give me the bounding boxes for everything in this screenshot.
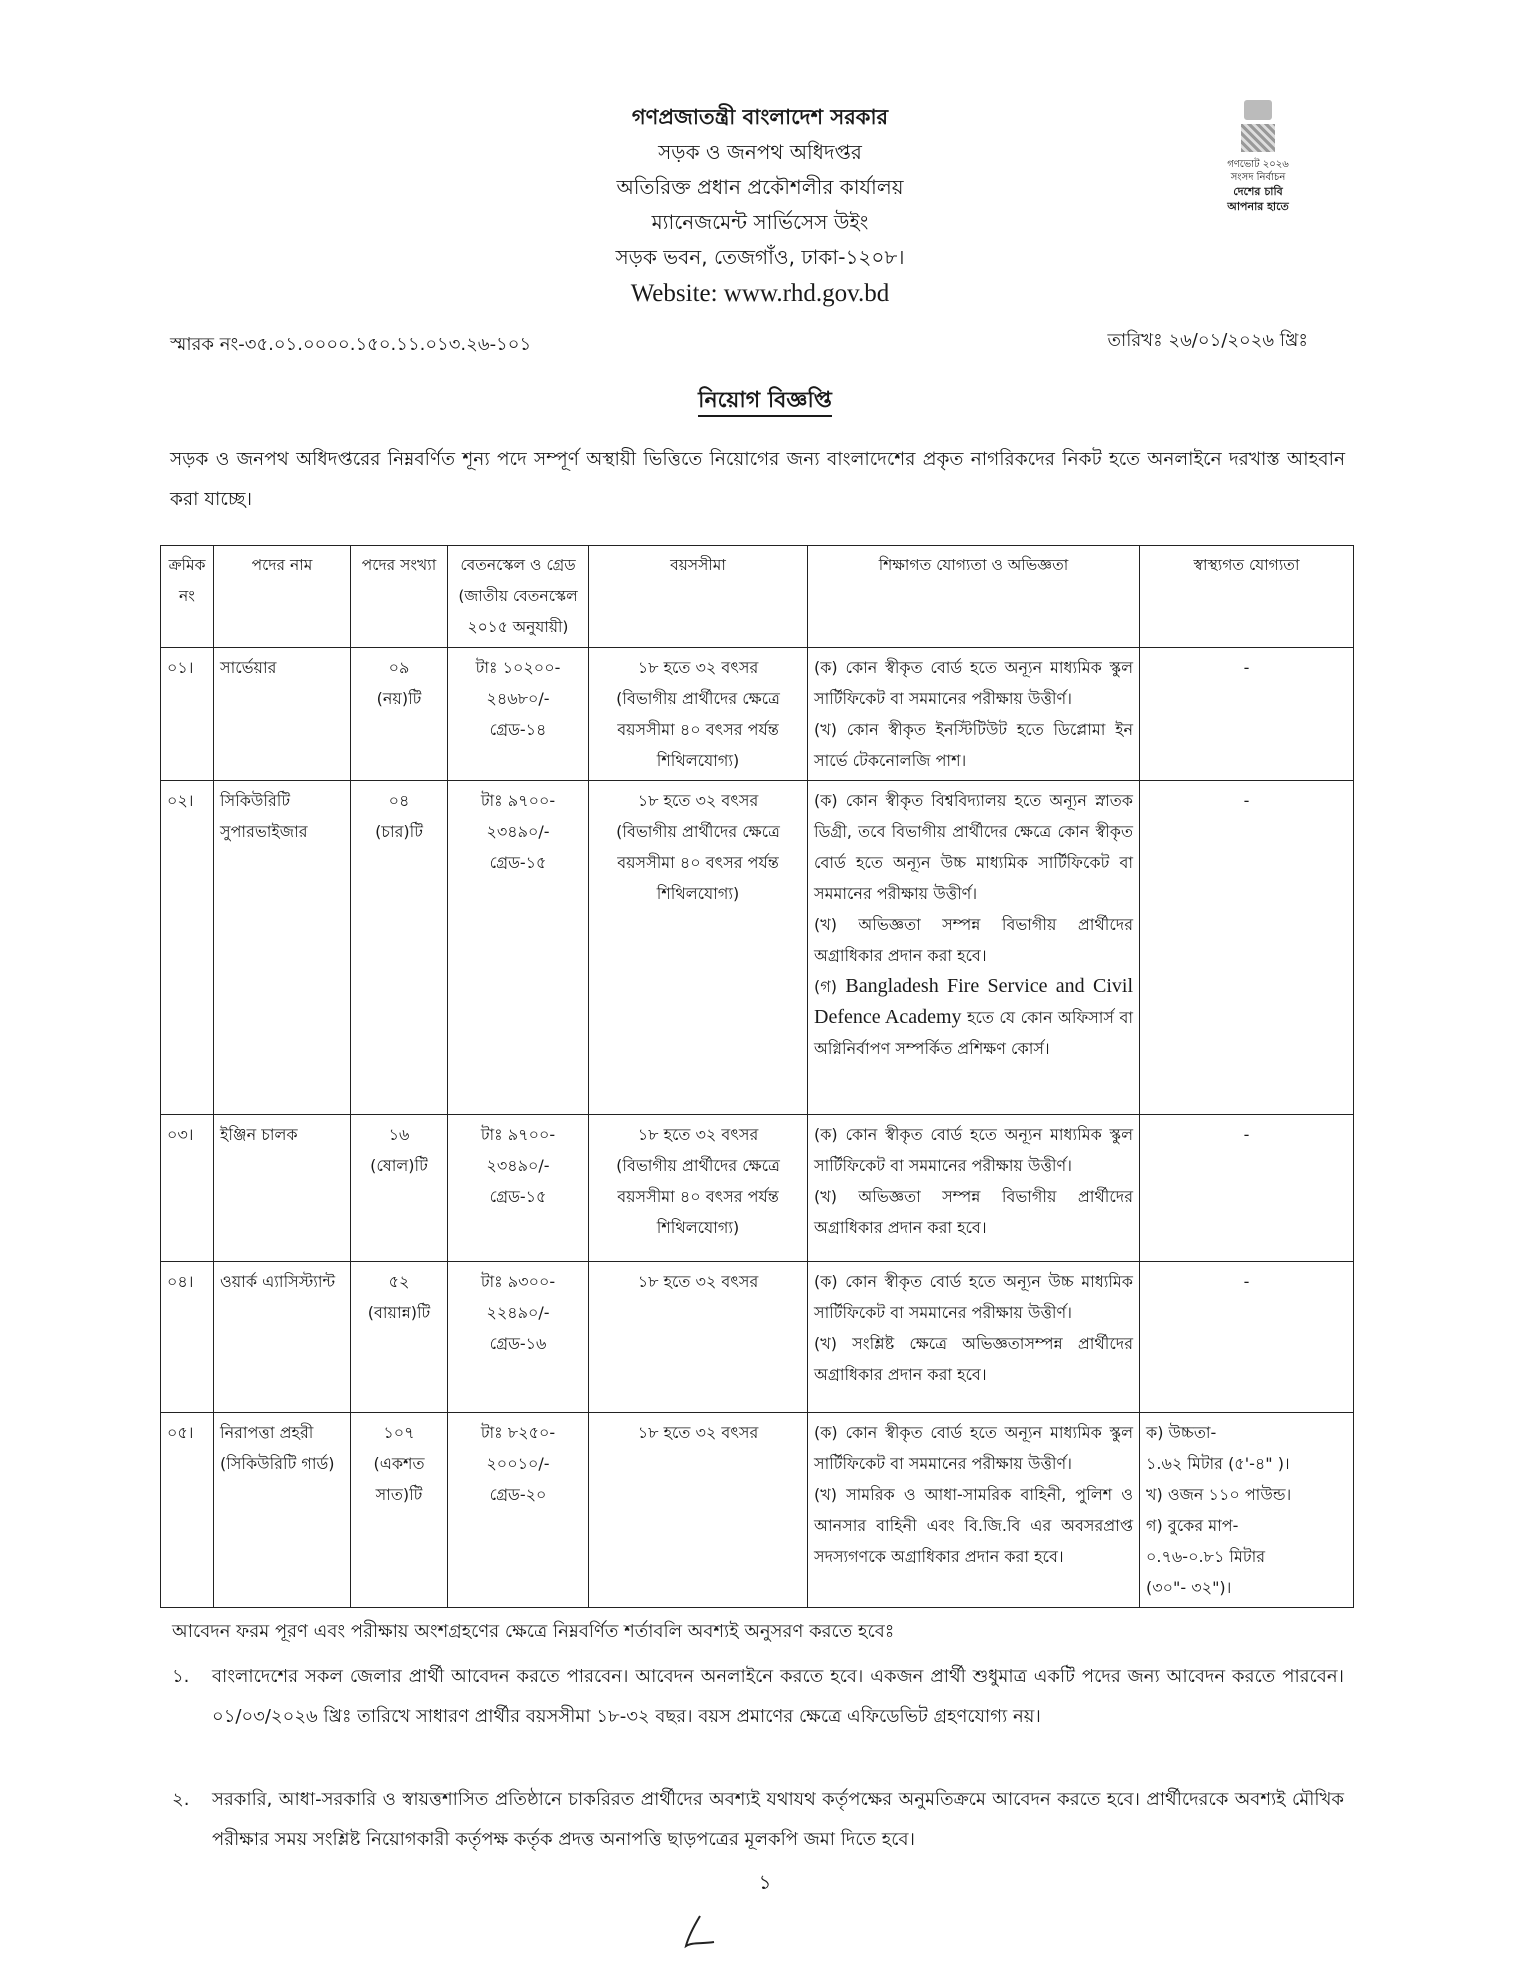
cell-health: - [1140, 1115, 1354, 1262]
qr-icon [1241, 124, 1275, 152]
office-address: সড়ক ভবন, তেজগাঁও, ঢাকা-১২০৮। [615, 245, 905, 269]
cell-count: ১৬ (ষোল)টি [351, 1115, 448, 1262]
requirement: (খ) সামরিক ও আধা-সামরিক বাহিনী, পুলিশ ও আনসার বাহিনী এবং বি.জি.বি এর অবসরপ্রাপ্ত সদস্যগণকে অগ্রাধিকার প্রদান করা হবে। [814, 1485, 1133, 1566]
vacancy-table [160, 545, 1354, 1608]
condition-number: ২. [172, 1789, 190, 1810]
cell-scale: টাঃ ৯৭০০- ২৩৪৯০/- গ্রেড-১৫ [448, 781, 589, 1115]
table-row [161, 1262, 1354, 1413]
requirement-prefix: (গ) [814, 977, 837, 996]
condition-item [172, 1780, 1344, 1860]
col-serial: ক্রমিক নং [161, 546, 214, 648]
letterhead [470, 100, 1050, 313]
cell-education [808, 1413, 1140, 1608]
cell-count: ০৪ (চার)টি [351, 781, 448, 1115]
cell-serial: ০৪। [161, 1262, 214, 1413]
election-line-4: আপনার হাতে [1227, 200, 1289, 213]
cell-scale: টাঃ ৮২৫০- ২০০১০/- গ্রেড-২০ [448, 1413, 589, 1608]
col-count: পদের সংখ্যা [351, 546, 448, 648]
cell-education [808, 781, 1140, 1115]
requirement: (খ) অভিজ্ঞতা সম্পন্ন বিভাগীয় প্রার্থীদের অগ্রাধিকার প্রদান করা হবে। [814, 1187, 1133, 1237]
election-logo [1188, 100, 1328, 214]
cell-serial: ০৫। [161, 1413, 214, 1608]
election-line-3: দেশের চাবি [1233, 185, 1283, 198]
requirement-suffix: হতে যে কোন অফিসার্স বা অগ্নিনির্বাপণ সম্পর্কিত প্রশিক্ষণ কোর্স। [814, 1008, 1133, 1058]
cell-count: ০৯ (নয়)টি [351, 648, 448, 781]
col-age: বয়সসীমা [589, 546, 808, 648]
election-line-2: সংসদ নির্বাচন [1230, 172, 1286, 183]
office-name: অতিরিক্ত প্রধান প্রকৌশলীর কার্যালয় [616, 175, 904, 199]
cell-scale: টাঃ ৯৭০০- ২৩৪৯০/- গ্রেড-১৫ [448, 1115, 589, 1262]
notice-title: নিয়োগ বিজ্ঞপ্তি [0, 383, 1530, 420]
cell-scale: টাঃ ৯৩০০- ২২৪৯০/- গ্রেড-১৬ [448, 1262, 589, 1413]
fire-academy-name: Bangladesh Fire Service and Civil Defence Academy [814, 975, 1134, 1028]
cell-health: - [1140, 781, 1354, 1115]
cell-education [808, 1115, 1140, 1262]
table-row [161, 781, 1354, 1115]
requirement: (ক) কোন স্বীকৃত বোর্ড হতে অন্যূন মাধ্যমিক স্কুল সার্টিফিকেট বা সমমানের পরীক্ষায় উত্তীর্ণ। [814, 658, 1133, 708]
wing-name: ম্যানেজমেন্ট সার্ভিসেস উইং [651, 210, 869, 234]
requirement: (ক) কোন স্বীকৃত বিশ্ববিদ্যালয় হতে অন্যূন স্নাতক ডিগ্রী, তবে বিভাগীয় প্রার্থীদের ক্ষেত্রে কোন স্বীকৃত বোর্ড হতে অন্যূন উচ্চ মাধ্যমিক সার্টিফিকেট বা সমমানের পরীক্ষায় উত্তীর্ণ। [814, 791, 1133, 903]
election-line-1: গণভোট ২০২৬ [1227, 159, 1289, 170]
cell-count: ১০৭ (একশত সাত)টি [351, 1413, 448, 1608]
cell-post: নিরাপত্তা প্রহরী (সিকিউরিটি গার্ড) [214, 1413, 351, 1608]
seal-icon [1244, 100, 1272, 120]
col-post: পদের নাম [214, 546, 351, 648]
cell-education [808, 648, 1140, 781]
cell-count: ৫২ (বায়ান্ন)টি [351, 1262, 448, 1413]
intro-paragraph: সড়ক ও জনপথ অধিদপ্তরের নিম্নবর্ণিত শূন্য পদে সম্পূর্ণ অস্থায়ী ভিত্তিতে নিয়োগের জন্য বাংলাদেশের প্রকৃত নাগরিকদের নিকট হতে অনলাইনে দরখাস্ত আহবান করা যাচ্ছে। [170, 449, 1345, 510]
cell-age: ১৮ হতে ৩২ বৎসর [589, 1413, 808, 1608]
condition-number: ১. [172, 1666, 190, 1687]
cell-age: ১৮ হতে ৩২ বৎসর (বিভাগীয় প্রার্থীদের ক্ষেত্রে বয়সসীমা ৪০ বৎসর পর্যন্ত শিথিলযোগ্য) [589, 648, 808, 781]
table-row [161, 648, 1354, 781]
requirement: (ক) কোন স্বীকৃত বোর্ড হতে অন্যূন মাধ্যমিক স্কুল সার্টিফিকেট বা সমমানের পরীক্ষায় উত্তীর্ণ। [814, 1423, 1133, 1473]
cell-post: ওয়ার্ক এ্যাসিস্ট্যান্ট [214, 1262, 351, 1413]
col-health: স্বাস্থ্যগত যোগ্যতা [1140, 546, 1354, 648]
govt-name: গণপ্রজাতন্ত্রী বাংলাদেশ সরকার [631, 105, 889, 129]
memo-number: স্মারক নং-৩৫.০১.০০০০.১৫০.১১.০১৩.২৬-১০১ [170, 334, 532, 355]
requirement [814, 971, 1133, 1064]
cell-age: ১৮ হতে ৩২ বৎসর (বিভাগীয় প্রার্থীদের ক্ষেত্রে বয়সসীমা ৪০ বৎসর পর্যন্ত শিথিলযোগ্য) [589, 1115, 808, 1262]
requirement: (ক) কোন স্বীকৃত বোর্ড হতে অন্যূন উচ্চ মাধ্যমিক সার্টিফিকেট বা সমমানের পরীক্ষায় উত্তীর্ণ। [814, 1272, 1133, 1322]
condition-item [172, 1657, 1344, 1737]
website: Website: www.rhd.gov.bd [630, 280, 890, 307]
cell-post: সিকিউরিটি সুপারভাইজার [214, 781, 351, 1115]
cell-age: ১৮ হতে ৩২ বৎসর [589, 1262, 808, 1413]
condition-text: বাংলাদেশের সকল জেলার প্রার্থী আবেদন করতে পারবেন। আবেদন অনলাইনে করতে হবে। একজন প্রার্থী শুধুমাত্র একটি পদের জন্য আবেদন করতে পারবেন। ০১/০৩/২০২৬ খ্রিঃ তারিখে সাধারণ প্রার্থীর বয়সসীমা ১৮-৩২ বছর। বয়স প্রমাণের ক্ষেত্রে এফিডেভিট গ্রহণযোগ্য নয়। [212, 1666, 1344, 1727]
cell-scale: টাঃ ১০২০০- ২৪৬৮০/- গ্রেড-১৪ [448, 648, 589, 781]
cell-health: - [1140, 648, 1354, 781]
table-header-row [161, 546, 1354, 648]
signature-mark [672, 1912, 722, 1952]
notice-date: তারিখঃ ২৬/০১/২০২৬ খ্রিঃ [1107, 330, 1308, 351]
cell-post: ইঞ্জিন চালক [214, 1115, 351, 1262]
cell-health: ক) উচ্চতা- ১.৬২ মিটার (৫'-৪" )। খ) ওজন ১১০ পাউন্ড। গ) বুকের মাপ- ০.৭৬-০.৮১ মিটার (৩০"- ৩২")। [1140, 1413, 1354, 1608]
requirement: (খ) অভিজ্ঞতা সম্পন্ন বিভাগীয় প্রার্থীদের অগ্রাধিকার প্রদান করা হবে। [814, 915, 1133, 965]
cell-post: সার্ভেয়ার [214, 648, 351, 781]
col-scale: বেতনস্কেল ও গ্রেড (জাতীয় বেতনস্কেল ২০১৫ অনুযায়ী) [448, 546, 589, 648]
cell-serial: ০১। [161, 648, 214, 781]
table-row [161, 1115, 1354, 1262]
page-number: ১ [758, 1870, 772, 1894]
condition-text: সরকারি, আধা-সরকারি ও স্বায়ত্তশাসিত প্রতিষ্ঠানে চাকরিরত প্রার্থীদের অবশ্যই যথাযথ কর্তৃপক্ষের অনুমতিক্রমে আবেদন করতে হবে। প্রার্থীদেরকে অবশ্যই মৌখিক পরীক্ষার সময় সংশ্লিষ্ট নিয়োগকারী কর্তৃপক্ষ কর্তৃক প্রদত্ত অনাপত্তি ছাড়পত্রের মূলকপি জমা দিতে হবে। [212, 1789, 1344, 1850]
cell-education [808, 1262, 1140, 1413]
table-row [161, 1413, 1354, 1608]
department-name: সড়ক ও জনপথ অধিদপ্তর [658, 140, 862, 164]
requirement: (খ) কোন স্বীকৃত ইনস্টিটিউট হতে ডিপ্লোমা ইন সার্ভে টেকনোলজি পাশ। [814, 720, 1133, 770]
requirement: (ক) কোন স্বীকৃত বোর্ড হতে অন্যূন মাধ্যমিক স্কুল সার্টিফিকেট বা সমমানের পরীক্ষায় উত্তীর্ণ। [814, 1125, 1133, 1175]
requirement: (খ) সংশ্লিষ্ট ক্ষেত্রে অভিজ্ঞতাসম্পন্ন প্রার্থীদের অগ্রাধিকার প্রদান করা হবে। [814, 1334, 1133, 1384]
col-education: শিক্ষাগত যোগ্যতা ও অভিজ্ঞতা [808, 546, 1140, 648]
cell-serial: ০৩। [161, 1115, 214, 1262]
cell-age: ১৮ হতে ৩২ বৎসর (বিভাগীয় প্রার্থীদের ক্ষেত্রে বয়সসীমা ৪০ বৎসর পর্যন্ত শিথিলযোগ্য) [589, 781, 808, 1115]
cell-health: - [1140, 1262, 1354, 1413]
cell-serial: ০২। [161, 781, 214, 1115]
conditions-intro: আবেদন ফরম পূরণ এবং পরীক্ষায় অংশগ্রহণের ক্ষেত্রে নিম্নবর্ণিত শর্তাবলি অবশ্যই অনুসরণ করতে হবেঃ [172, 1621, 895, 1642]
